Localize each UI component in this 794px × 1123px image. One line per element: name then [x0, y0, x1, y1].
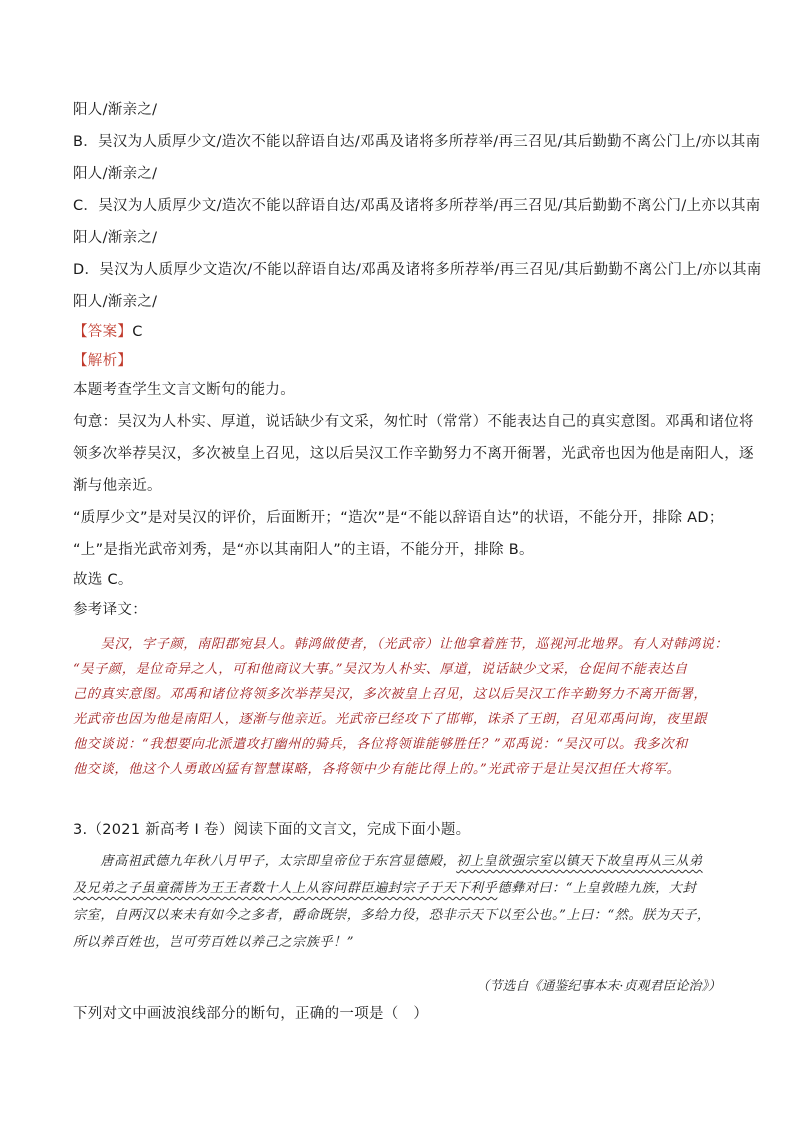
answer-label: 【答案】: [73, 324, 133, 340]
passage-line: 所以养百姓也，岂可劳百姓以养己之宗族乎！”: [73, 935, 354, 950]
translation-line: 他交谈，他这个人勇敢凶猛有智慧谋略，各将领中少有能比得上的。”光武帝于是让吴汉担任大将军。: [73, 762, 681, 777]
question3-source-tag: （2021 新高考 I 卷）: [87, 822, 234, 838]
translation-line: 光武帝也因为他是南阳人，逐渐与他亲近。光武帝已经攻下了邯郸，诛杀了王朗，召见邓禹问询，夜里跟: [73, 712, 708, 727]
passage-plain: 德彝对曰：“上皇敦睦九族，大封: [497, 881, 697, 896]
question3-header: [73, 820, 470, 840]
analysis-label: 【解析】: [73, 353, 133, 369]
option-c-line2: 阳人/渐亲之/: [73, 230, 158, 246]
passage-wavy-underlined: 初上皇欲强宗室以镇天下故皇再从三从弟: [456, 854, 703, 869]
translation-line: 吴汉，字子颜，南阳郡宛县人。韩鸿做使者，（光武帝）让他拿着旌节，巡视河北地界。有人对韩鸿说：: [73, 637, 729, 652]
passage-wavy-underlined: 及兄弟之子虽童孺皆为王王者数十人上从容问群臣遍封宗子于天下利乎: [73, 881, 498, 896]
meaning-line2: 领多次举荐吴汉，多次被皇上召见，这以后吴汉工作辛勤努力不离开衙署，光武帝也因为他是南阳人，逐: [73, 446, 754, 462]
question3-passage: [73, 848, 721, 956]
reason-1: “质厚少文”是对吴汉的评价，后面断开；“造次”是“不能以辞语自达”的状语，不能分开，排除 AD；: [73, 510, 724, 526]
question3-question: 下列对文中画波浪线部分的断句，正确的一项是（ ）: [73, 1006, 429, 1022]
analysis-intro: 本题考查学生文言文断句的能力。: [73, 382, 295, 398]
option-c-line1: C．吴汉为人质厚少文/造次不能以辞语自达/邓禹及诸将多所荐举/再三召见/其后勤勤不离公门/上亦以其南: [73, 198, 761, 214]
conclusion: 故选 C。: [73, 572, 133, 588]
translation-label: 参考译文：: [73, 602, 147, 618]
question3-prompt: 阅读下面的文言文，完成下面小题。: [233, 822, 471, 838]
option-d-line2: 阳人/渐亲之/: [73, 294, 158, 310]
question3-number: 3.: [73, 822, 88, 838]
translation-block: [73, 632, 729, 782]
meaning-line1: 句意：吴汉为人朴实、厚道，说话缺少有文采，匆忙时（常常）不能表达自己的真实意图。邓禹和诸位将: [73, 414, 754, 430]
passage-line: 宗室，自两汉以来未有如今之多者，爵命既崇，多给力役，恐非示天下以至公也。”上曰：“然。朕为天子，: [73, 908, 711, 923]
passage-line: [73, 848, 721, 875]
meaning-line3: 渐与他亲近。: [73, 478, 162, 494]
passage-plain: 唐高祖武德九年秋八月甲子，太宗即皇帝位于东宫显德殿，: [73, 854, 457, 869]
option-b-line2: 阳人/渐亲之/: [73, 166, 158, 182]
translation-line: “吴子颜，是位奇异之人，可和他商议大事。”吴汉为人朴实、厚道，说话缺少文采，仓促间不能表达自: [73, 662, 688, 677]
answer-value: C: [132, 324, 143, 340]
option-b-line1: B．吴汉为人质厚少文/造次不能以辞语自达/邓禹及诸将多所荐举/再三召见/其后勤勤不离公门上/亦以其南: [73, 134, 761, 150]
passage-line: [73, 875, 721, 902]
answer-line: [73, 322, 143, 342]
reason-2: “上”是指光武帝刘秀，是“亦以其南阳人”的主语，不能分开，排除 B。: [73, 542, 534, 558]
translation-line: 己的真实意图。邓禹和诸位将领多次举荐吴汉，多次被皇上召见，这以后吴汉工作辛勤努力不离开衙署，: [73, 687, 708, 702]
option-a-tail: 阳人/渐亲之/: [73, 102, 158, 118]
option-d-line1: D．吴汉为人质厚少文造次/不能以辞语自达/邓禹及诸将多所荐举/再三召见/其后勤勤不离公门上/亦以其南: [73, 262, 762, 278]
passage-source: （节选自《通鉴纪事本末·贞观君臣论治》）: [476, 979, 721, 994]
translation-line: 他交谈说：“我想要向北派遣攻打幽州的骑兵，各位将领谁能够胜任？”邓禹说：“吴汉可以。我多次和: [73, 737, 688, 752]
